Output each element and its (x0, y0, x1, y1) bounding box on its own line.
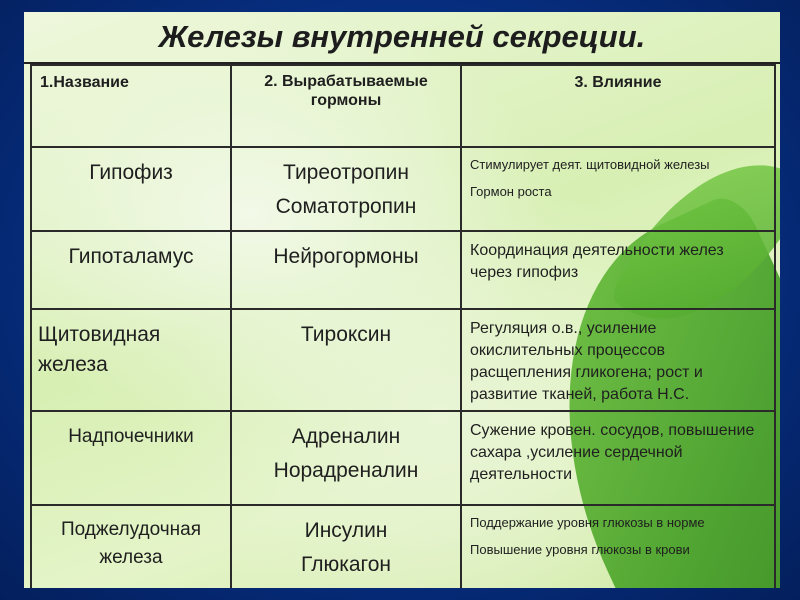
hormone: Адреналин (291, 425, 401, 448)
effect-cell (461, 231, 775, 309)
header-row (31, 65, 775, 147)
hormones-cell (231, 309, 461, 411)
effect-text: Сужение кровен. сосудов, повышение сахара ,усиление сердечной деятельности (470, 422, 755, 483)
header-hormones: 2. Вырабатываемые гормоны (231, 65, 461, 147)
table-row (31, 411, 775, 505)
effect-text: Поддержание уровня глюкозы в норме (470, 515, 705, 530)
hormone: Глюкагон (301, 553, 391, 576)
gland-name: Гипофиз (31, 147, 231, 231)
slide-title: Железы внутренней секреции. (24, 12, 780, 64)
effect-text: Координация деятельности желез через гипофиз (470, 242, 724, 281)
effect-cell (461, 411, 775, 505)
gland-name: Щитовидная железа (31, 309, 231, 411)
hormone: Соматотропин (275, 195, 417, 218)
effect-cell (461, 147, 775, 231)
hormone: Инсулин (304, 519, 388, 542)
hormone: Тироксин (300, 323, 392, 346)
header-name: 1.Название (31, 65, 231, 147)
hormones-cell (231, 231, 461, 309)
slide (24, 12, 780, 588)
table-row (31, 231, 775, 309)
hormone: Тиреотропин (283, 161, 409, 184)
effect-text: Гормон роста (470, 184, 552, 199)
hormone: Норадреналин (273, 459, 419, 482)
table-row (31, 309, 775, 411)
glands-table (30, 64, 776, 588)
effect-text: Стимулирует деят. щитовидной железы (470, 157, 710, 172)
hormones-cell (231, 505, 461, 588)
header-effect: 3. Влияние (461, 65, 775, 147)
effect-text: Повышение уровня глюкозы в крови (470, 542, 690, 557)
table-row (31, 147, 775, 231)
effect-cell (461, 505, 775, 588)
hormones-cell (231, 411, 461, 505)
gland-name: Поджелудочная железа (31, 505, 231, 588)
hormones-cell (231, 147, 461, 231)
hormone: Нейрогормоны (273, 245, 419, 268)
table-row (31, 505, 775, 588)
gland-name: Гипоталамус (31, 231, 231, 309)
effect-cell (461, 309, 775, 411)
gland-name: Надпочечники (31, 411, 231, 505)
effect-text: Регуляция о.в., усиление окислительных процессов расщепления гликогена; рост и развитие тканей, работа Н.С. (470, 320, 703, 403)
